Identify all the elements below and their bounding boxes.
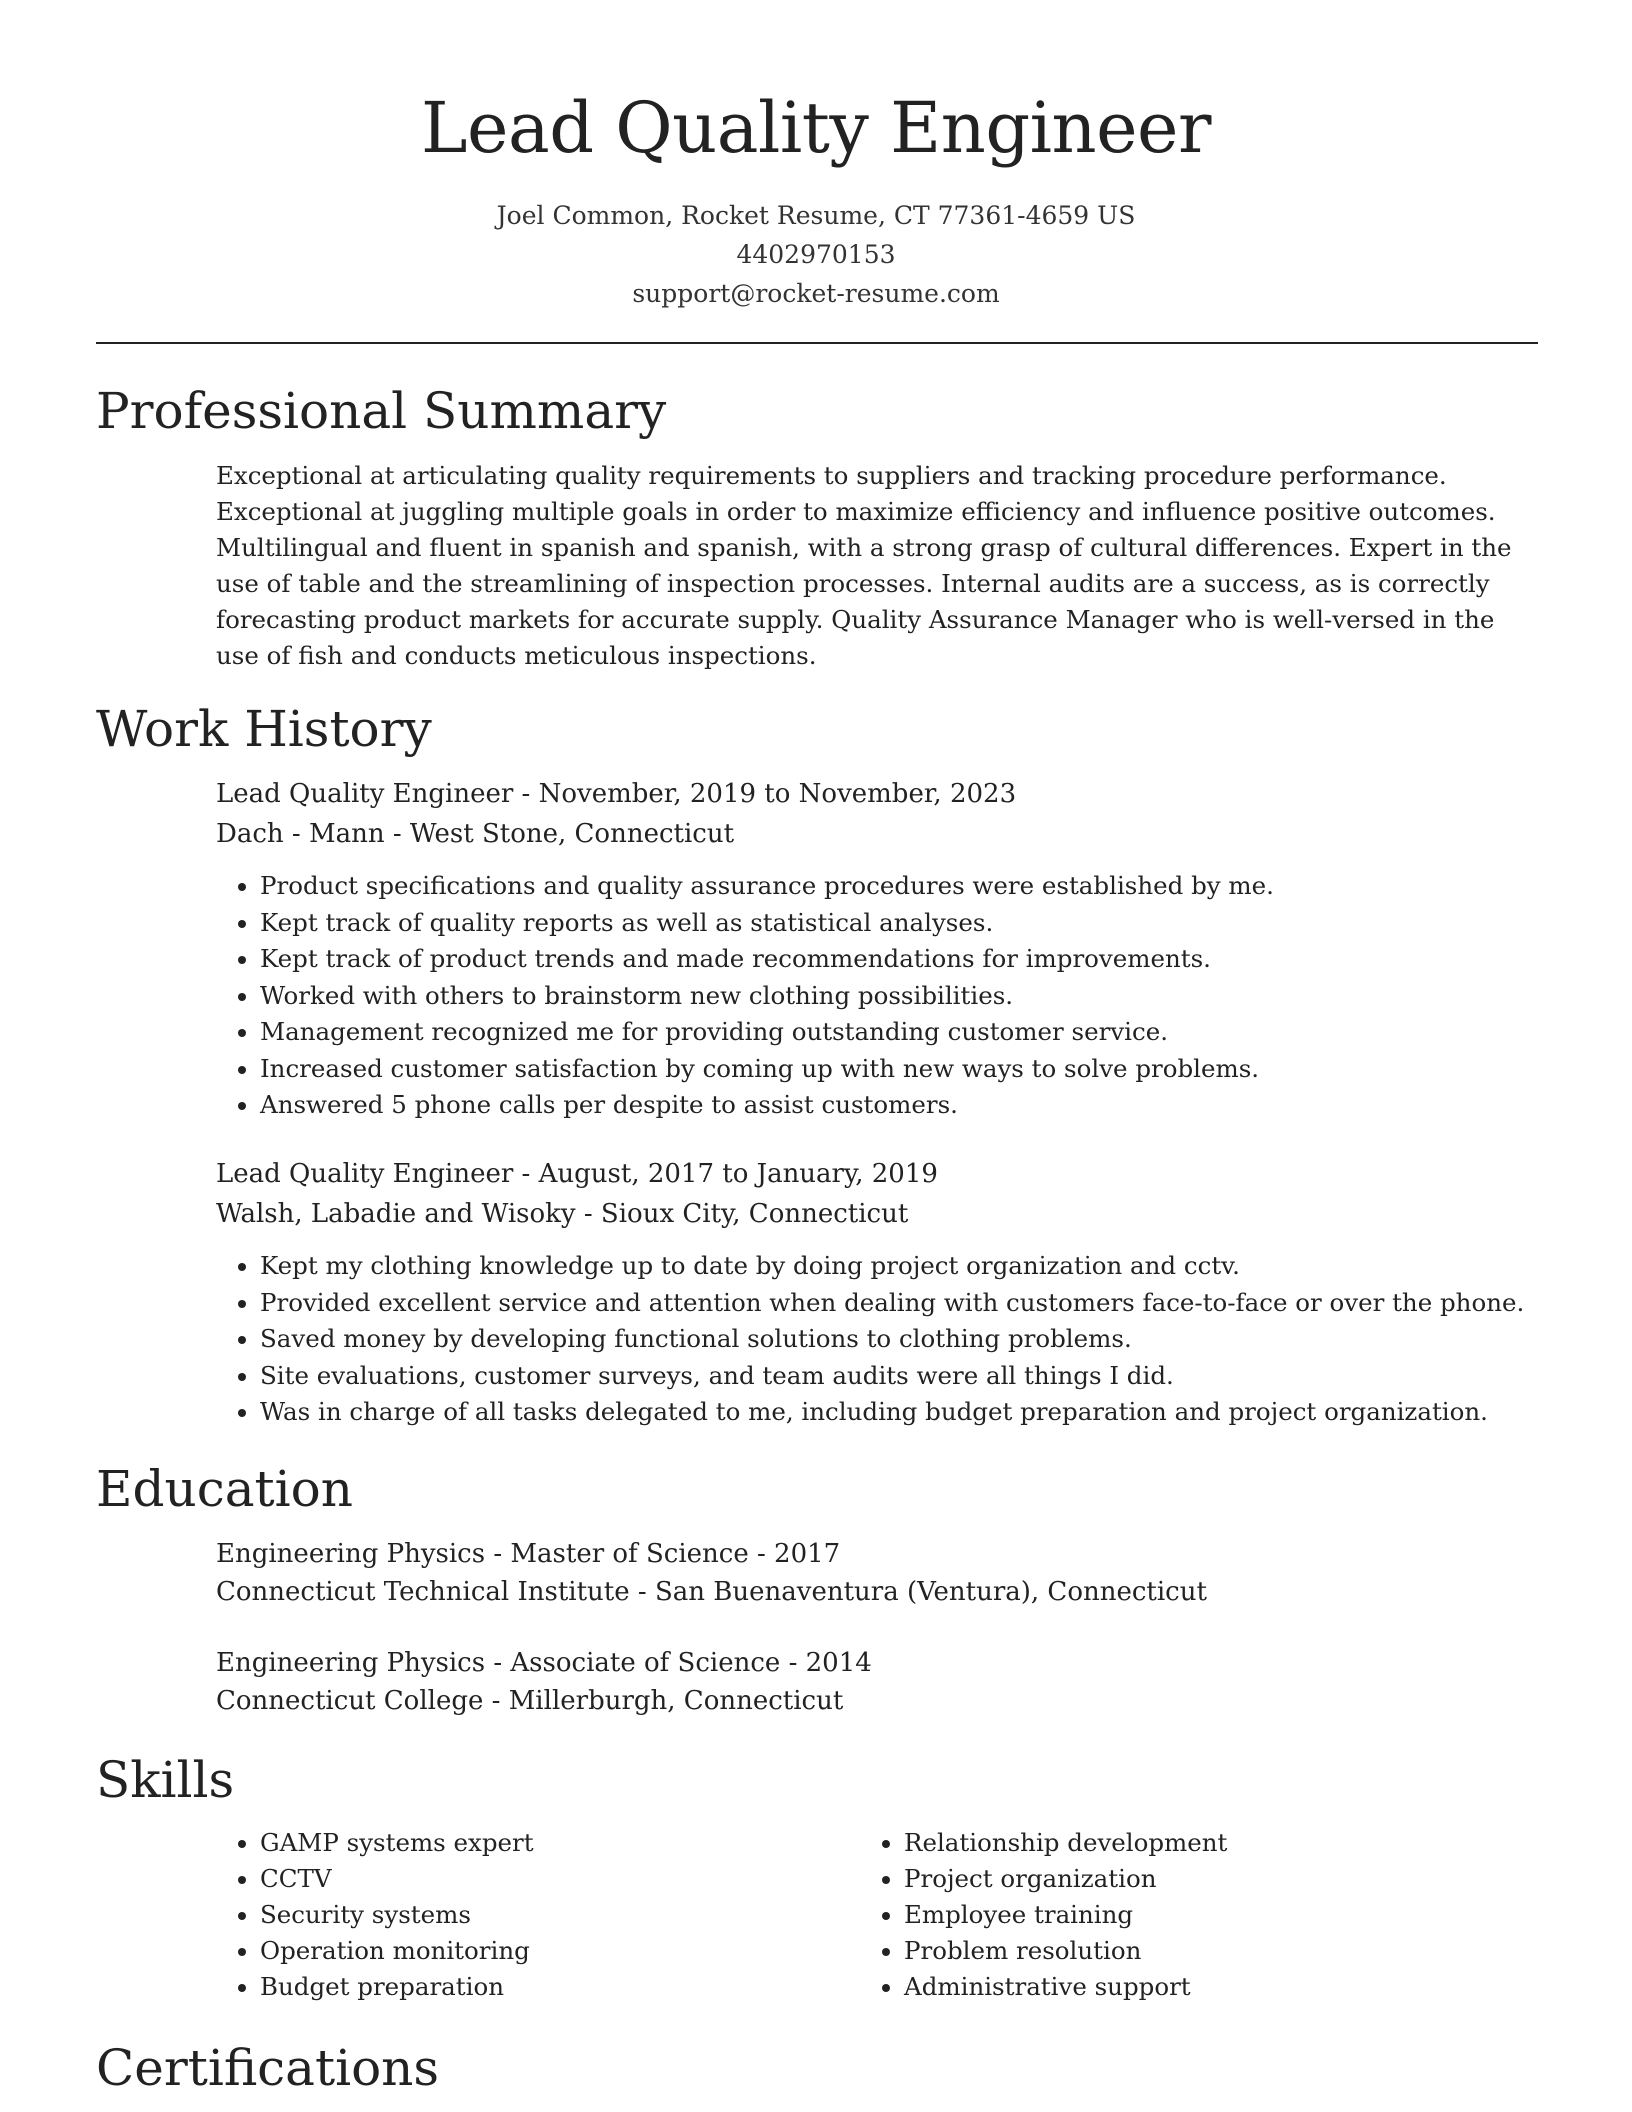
resume-header (0, 80, 1632, 313)
list-item: • Kept track of quality reports as well as statistical analyses. (260, 905, 1536, 942)
list-item: • Kept my clothing knowledge up to date by doing project organization and cctv. (260, 1248, 1536, 1285)
list-item: • Security systems (260, 1897, 836, 1933)
list-item: • Provided excellent service and attention when dealing with customers face-to-face or over the phone. (260, 1285, 1536, 1322)
section-title-skills: Skills (96, 1751, 235, 1809)
job-title: Lead Quality Engineer (216, 779, 514, 809)
resume-title: Lead Quality Engineer (421, 87, 1211, 169)
skills-column-left (216, 1825, 836, 2005)
list-item: • Employee training (904, 1897, 1480, 1933)
list-item: • Relationship development (904, 1825, 1480, 1861)
job-company: Walsh, Labadie and Wisoky (216, 1199, 576, 1229)
job-bullets (216, 1248, 1536, 1431)
list-item: • GAMP systems expert (260, 1825, 836, 1861)
contact-block (0, 196, 1632, 313)
work-entry (216, 774, 1536, 1124)
list-item: • Worked with others to brainstorm new clothing possibilities. (260, 978, 1536, 1015)
skills-list (860, 1825, 1480, 2005)
section-title-certifications: Certifications (96, 2039, 440, 2097)
education-location: - Millerburgh, Connecticut (483, 1686, 844, 1716)
job-title: Lead Quality Engineer (216, 1159, 514, 1189)
list-item: • Product specifications and quality assurance procedures were established by me. (260, 868, 1536, 905)
job-company-line (216, 814, 1536, 854)
list-item: • Management recognized me for providing outstanding customer service. (260, 1014, 1536, 1051)
education-entry (216, 1535, 1536, 1611)
education-school: Connecticut Technical Institute (216, 1577, 630, 1607)
header-divider (96, 342, 1538, 344)
list-item: • Saved money by developing functional solutions to clothing problems. (260, 1321, 1536, 1358)
education-entry (216, 1644, 1536, 1720)
job-company-line (216, 1194, 1536, 1234)
section-title-education: Education (96, 1460, 353, 1518)
list-item: • Project organization (904, 1861, 1480, 1897)
education-degree: Engineering Physics - Associate of Science - 2014 (216, 1648, 872, 1678)
job-dates: - August, 2017 to January, 2019 (513, 1159, 938, 1189)
education-school-line (216, 1573, 1536, 1611)
list-item: • Increased customer satisfaction by coming up with new ways to solve problems. (260, 1051, 1536, 1088)
job-location: - West Stone, Connecticut (384, 819, 735, 849)
education-degree: Engineering Physics - Master of Science - 2017 (216, 1539, 841, 1569)
job-bullets (216, 868, 1536, 1124)
skills-list (216, 1825, 836, 2005)
list-item: • Budget preparation (260, 1969, 836, 2005)
job-location: - Sioux City, Connecticut (575, 1199, 909, 1229)
job-company: Dach - Mann (216, 819, 385, 849)
work-entry (216, 1154, 1536, 1431)
contact-email: support@rocket-resume.com (632, 279, 1000, 308)
contact-phone: 4402970153 (736, 240, 896, 269)
list-item: • Was in charge of all tasks delegated to me, including budget preparation and project organization. (260, 1394, 1536, 1431)
section-title-work: Work History (96, 700, 432, 758)
education-school: Connecticut College (216, 1686, 484, 1716)
list-item: • Answered 5 phone calls per despite to assist customers. (260, 1087, 1536, 1124)
contact-address: Joel Common, Rocket Resume, CT 77361-4659 US (496, 201, 1136, 230)
education-location: - San Buenaventura (Ventura), Connecticut (629, 1577, 1207, 1607)
skills-column-right (860, 1825, 1480, 2005)
summary-text: Exceptional at articulating quality requirements to suppliers and tracking procedure performance. Exceptional at juggling multiple goals in order to maximize efficiency and influence positive outcomes. Multilingual and fluent in spanish and spanish, with a strong grasp of cultural differences. Expert in the use of table and the streamlining of inspection processes. Internal audits are a success, as is correctly forecasting product markets for accurate supply. Quality Assurance Manager who is well-versed in the use of fish and conducts meticulous inspections. (216, 461, 1512, 670)
job-title-line (216, 774, 1536, 814)
list-item: • Kept track of product trends and made recommendations for improvements. (260, 941, 1536, 978)
list-item: • CCTV (260, 1861, 836, 1897)
list-item: • Problem resolution (904, 1933, 1480, 1969)
list-item: • Administrative support (904, 1969, 1480, 2005)
list-item: • Operation monitoring (260, 1933, 836, 1969)
list-item: • Site evaluations, customer surveys, and team audits were all things I did. (260, 1358, 1536, 1395)
job-dates: - November, 2019 to November, 2023 (513, 779, 1017, 809)
job-title-line (216, 1154, 1536, 1194)
education-school-line (216, 1682, 1536, 1720)
section-title-summary: Professional Summary (96, 382, 667, 440)
